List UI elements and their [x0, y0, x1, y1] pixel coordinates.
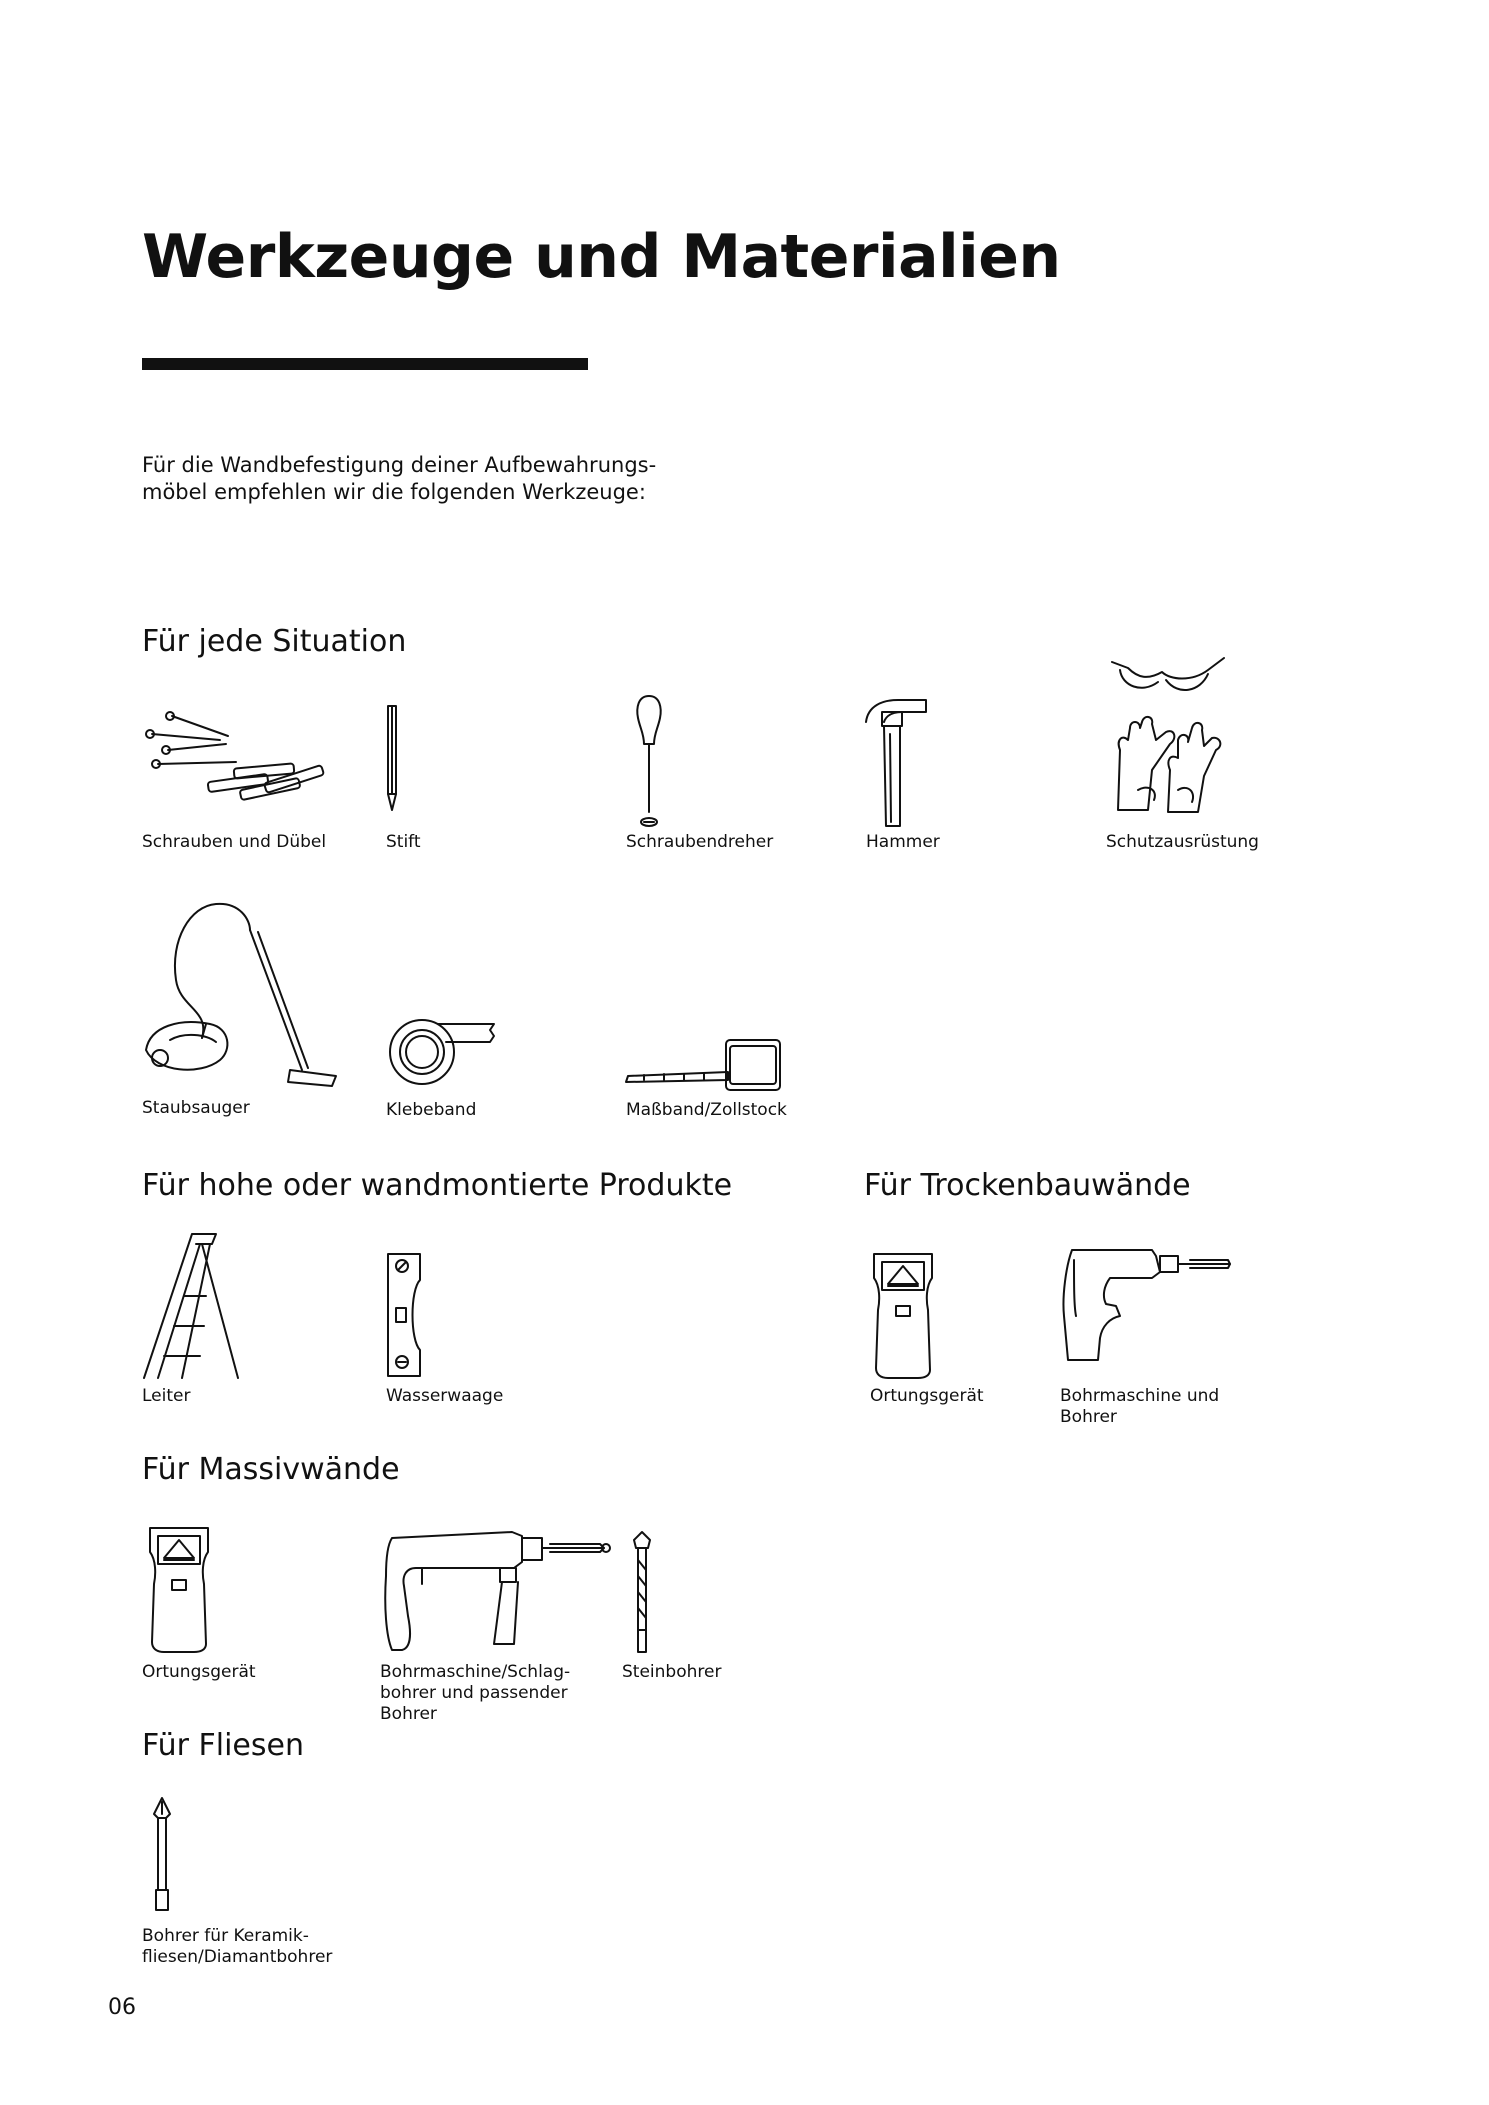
tool-label: Ortungsgerät: [142, 1662, 256, 1682]
tool-label: Staubsauger: [142, 1098, 250, 1118]
tape-icon: [386, 1016, 496, 1088]
hammer-drill-icon: [382, 1526, 612, 1654]
tool-label: Hammer: [866, 832, 940, 852]
tool-label-line: Bohrer: [380, 1704, 437, 1724]
intro-text: [142, 452, 702, 506]
safety-gear-icon: [1108, 650, 1228, 832]
tool-label: Schraubendreher: [626, 832, 774, 852]
section-heading-tiles: Für Fliesen: [142, 1728, 304, 1763]
tool-label-line: Bohrmaschine und: [1060, 1386, 1220, 1406]
section-heading-solid-walls: Für Massivwände: [142, 1452, 400, 1487]
tool-label: [1060, 1386, 1219, 1428]
tool-label: Steinbohrer: [622, 1662, 722, 1682]
intro-line: Für die Wandbefestigung deiner Aufbewahrungs-: [142, 453, 657, 477]
stud-finder-icon: [144, 1524, 214, 1654]
spirit-level-icon: [384, 1250, 424, 1380]
tool-label: Wasserwaage: [386, 1386, 504, 1406]
stud-finder-icon: [868, 1250, 938, 1380]
tool-label: [380, 1662, 570, 1725]
tool-label: Schutzausrüstung: [1106, 832, 1259, 852]
tool-label: Stift: [386, 832, 421, 852]
masonry-bit-icon: [630, 1530, 654, 1654]
tool-label: Ortungsgerät: [870, 1386, 984, 1406]
title-underline: [142, 358, 588, 370]
page-title: Werkzeuge und Materialien: [142, 222, 1061, 292]
tool-label-line: Bohrmaschine/Schlag-: [380, 1662, 571, 1682]
screwdriver-icon: [632, 694, 666, 830]
drill-icon: [1060, 1246, 1232, 1364]
tool-label-line: fliesen/Diamantbohrer: [142, 1947, 333, 1967]
tool-label: [142, 1926, 332, 1968]
screws-and-dowels-icon: [144, 708, 334, 808]
tape-measure-icon: [624, 1036, 784, 1094]
section-heading-drywall: Für Trockenbauwände: [864, 1168, 1191, 1203]
ladder-icon: [142, 1230, 242, 1380]
tool-label: Maßband/Zollstock: [626, 1100, 787, 1120]
hammer-icon: [862, 694, 932, 832]
intro-line: möbel empfehlen wir die folgenden Werkzeuge:: [142, 480, 646, 504]
tool-label-line: Bohrer für Keramik-: [142, 1926, 309, 1946]
tool-label-line: Bohrer: [1060, 1407, 1117, 1427]
page-number: 06: [108, 1995, 136, 2020]
tile-drill-bit-icon: [150, 1796, 174, 1914]
tool-label-line: bohrer und passender: [380, 1683, 568, 1703]
tool-label: Schrauben und Dübel: [142, 832, 327, 852]
tool-label: Leiter: [142, 1386, 191, 1406]
vacuum-cleaner-icon: [140, 900, 340, 1090]
section-heading-high-products: Für hohe oder wandmontierte Produkte: [142, 1168, 733, 1203]
tool-label: Klebeband: [386, 1100, 477, 1120]
pencil-icon: [384, 704, 400, 814]
section-heading-every-situation: Für jede Situation: [142, 624, 407, 659]
